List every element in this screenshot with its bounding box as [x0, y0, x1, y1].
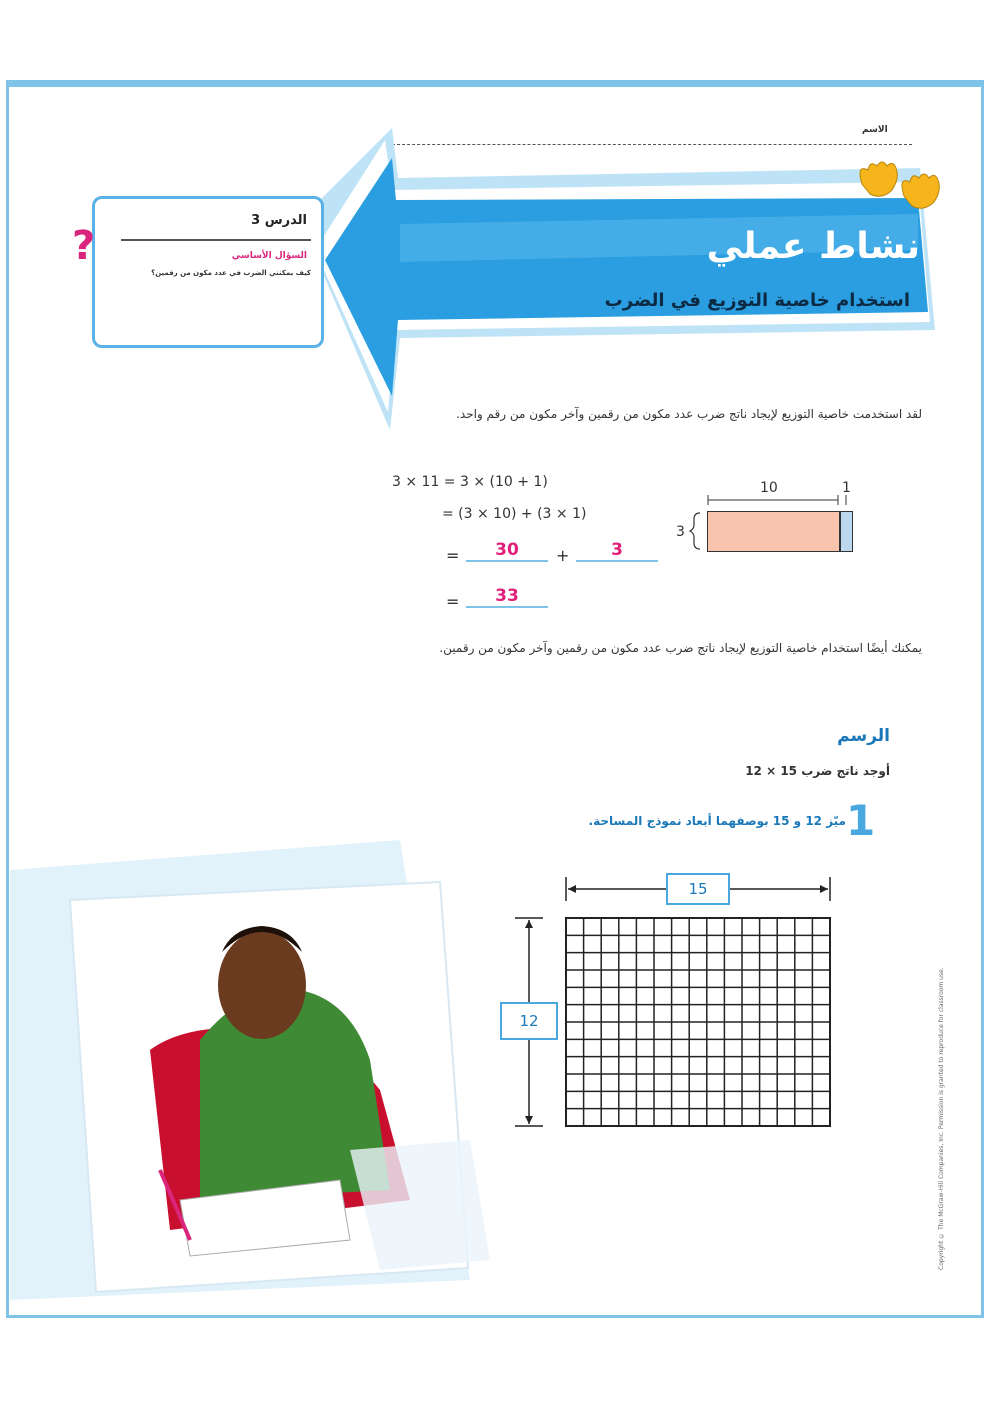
model-side-label: 3 [676, 524, 685, 540]
intro-paragraph: لقد استخدمت خاصية التوزيع لإيجاد ناتج ضرب عدد مكون من رقمين وآخر مكون من رقم واحد. [456, 407, 922, 421]
model-top-label-a: 10 [760, 480, 778, 496]
answer-field-total[interactable]: 33 [466, 586, 548, 608]
second-paragraph: يمكنك أيضًا استخدام خاصية التوزيع لإيجاد ناتج ضرب عدد مكون من رقمين وآخر مكون من رقمين. [439, 641, 922, 655]
drawing-instruction: أوجد ناتج ضرب 15 × 12 [745, 764, 890, 778]
essential-question-text: كيف يمكنني الضرب في عدد مكون من رقمين؟ [151, 269, 311, 277]
step-number: 1 [846, 796, 876, 845]
width-label-box[interactable]: 15 [666, 873, 730, 905]
answer-field-a[interactable]: 30 [466, 540, 548, 562]
question-mark-icon: ? [72, 223, 96, 269]
example-line-2: = (3 × 10) + (3 × 1) [442, 506, 587, 522]
essential-question-label: السؤال الأساسي [231, 251, 307, 261]
answer-field-b[interactable]: 3 [576, 540, 658, 562]
activity-title: نشاط عملي [706, 226, 920, 267]
copyright-text: Copyright © The McGraw-Hill Companies, Inc. Permission is granted to reproduce for classroom use. [938, 967, 945, 1270]
section-title-drawing: الرسم [837, 726, 890, 746]
step-text: ميّز 12 و 15 بوصفهما أبعاد نموذج المساحة. [588, 814, 846, 828]
name-label: الاسم [862, 125, 888, 135]
eq-sign-2: = [446, 592, 460, 611]
activity-subtitle: استخدام خاصية التوزيع في الضرب [604, 290, 910, 311]
height-label-box[interactable]: 12 [500, 1002, 558, 1040]
example-line-1: 3 × 11 = 3 × (10 + 1) [392, 474, 548, 490]
plus-sign: + [556, 546, 570, 565]
model-top-label-b: 1 [842, 480, 851, 496]
lesson-label: الدرس 3 [251, 213, 307, 228]
eq-sign-1: = [446, 546, 460, 565]
